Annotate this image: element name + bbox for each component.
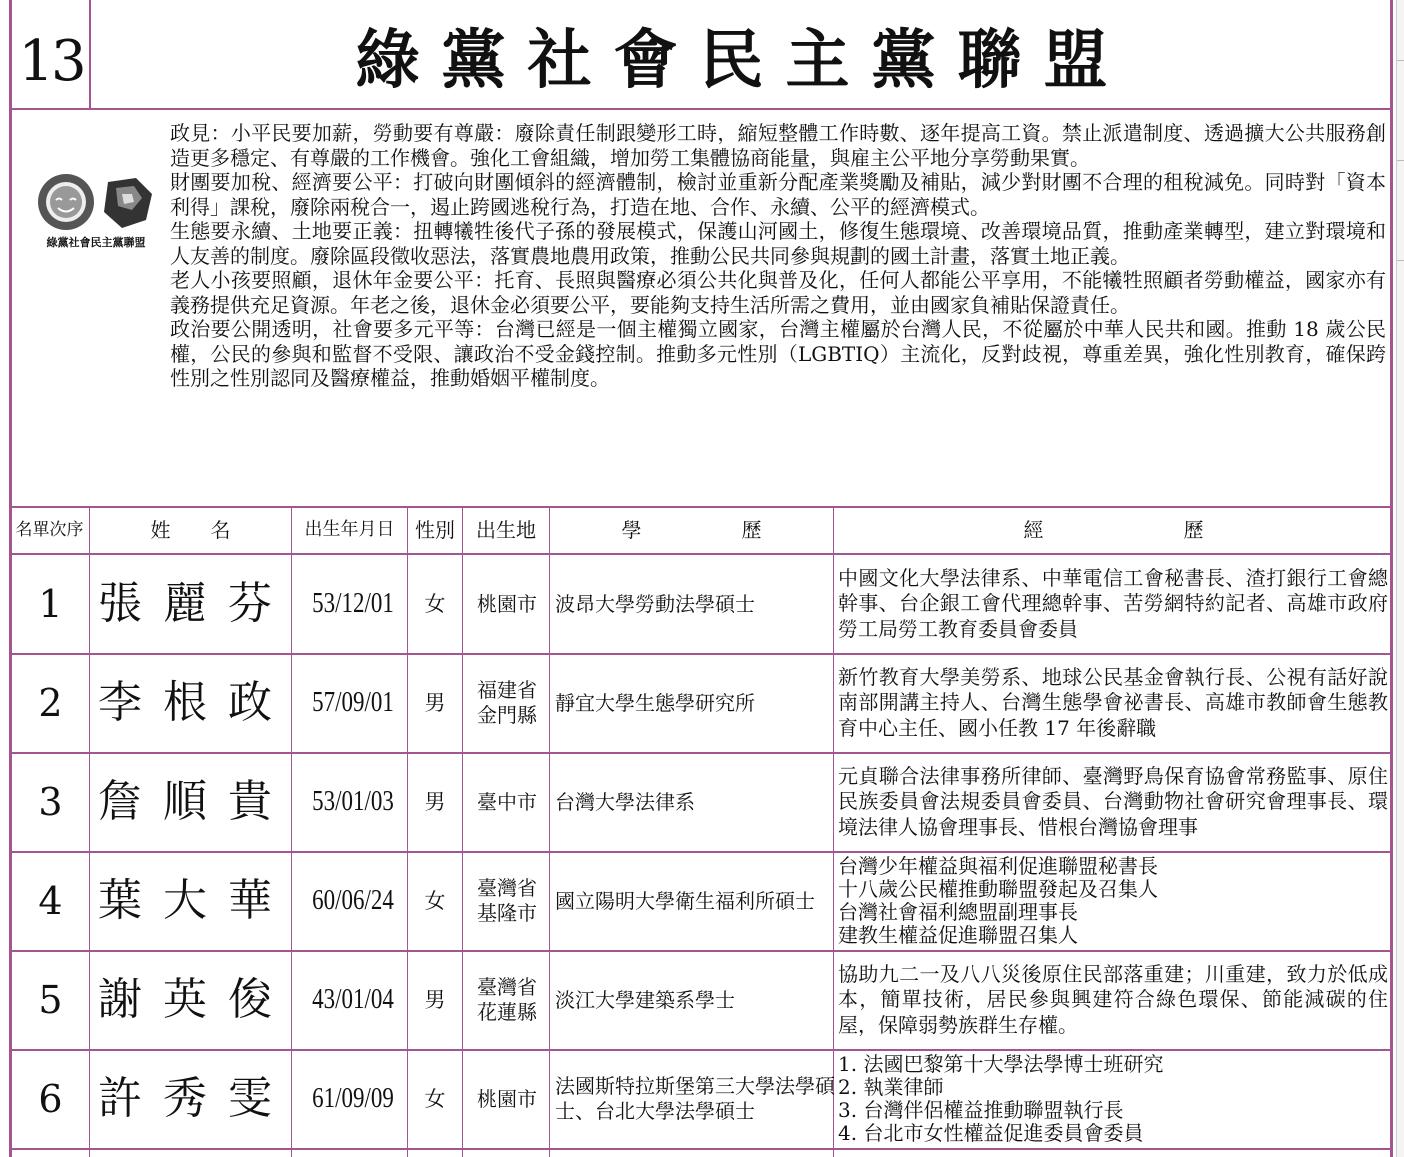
candidate-name: 詹順貴 (98, 776, 293, 827)
candidate-experience (838, 852, 1388, 950)
policy-paragraph: 政見：小平民要加薪，勞動要有尊嚴：廢除責任制跟變形工時，縮短整體工作時數、逐年提高工資。禁止派遣制度、透過擴大公共服務創造更多穩定、有尊嚴的工作機會。強化工會組織，增加勞工集體協商能量，與雇主公平地分享勞動果實。 (170, 121, 1386, 170)
candidate-education: 靜宜大學生態學研究所 (555, 690, 755, 715)
candidate-sex: 男 (424, 790, 446, 814)
experience-line: 3. 台灣伴侶權益推動聯盟執行長 (838, 1098, 1124, 1122)
candidate-rank: 3 (38, 780, 63, 824)
header-dob: 出生年月日 (304, 519, 395, 540)
candidate-dob: 43/01/04 (312, 984, 394, 1015)
candidate-birthplace: 桃園市 (477, 591, 537, 616)
candidate-dob: 53/12/01 (312, 588, 394, 619)
candidate-sex: 男 (424, 988, 446, 1012)
sun-face-icon (38, 174, 94, 230)
header-experience: 經 歷 (1023, 518, 1204, 542)
header-rank: 名單次序 (15, 520, 84, 540)
candidate-name: 張麗芬 (98, 578, 293, 629)
candidate-dob: 60/06/24 (312, 885, 394, 916)
rose-icon (104, 178, 152, 228)
header-education: 學 歷 (621, 518, 762, 542)
candidate-education: 波昂大學勞動法學碩士 (555, 591, 755, 616)
candidate-name: 葉大華 (98, 875, 293, 926)
candidate-experience: 協助九二一及八八災後原住民部落重建；川重建，致力於低成本，簡單技術，居民參與興建符合綠色環保、節能減碳的住屋，保障弱勢族群生存權。 (838, 961, 1388, 1037)
candidate-name: 謝英俊 (98, 974, 293, 1025)
experience-line: 台灣社會福利總盟副理事長 (838, 900, 1078, 924)
candidate-row (12, 654, 1393, 752)
candidate-rank: 2 (38, 681, 63, 725)
candidate-dob: 57/09/01 (312, 687, 394, 718)
experience-line: 建教生權益促進聯盟召集人 (838, 923, 1078, 947)
candidate-birthplace: 福建省金門縣 (477, 678, 537, 727)
candidate-sex: 男 (424, 691, 446, 715)
candidate-rank: 5 (38, 978, 63, 1022)
policy-paragraph: 生態要永續、土地要正義：扭轉犧牲後代子孫的發展模式，保護山河國土，修復生態環境、改善環境品質，推動產業轉型，建立對環境和人友善的制度。廢除區段徵收惡法，落實農地農用政策，推動公民共同參與規劃的國土計畫，落實土地正義。 (170, 219, 1386, 268)
candidate-birthplace: 臺中市 (477, 789, 537, 814)
policy-statement (170, 121, 1386, 391)
experience-line: 1. 法國巴黎第十大學法學博士班研究 (838, 1052, 1164, 1076)
list-number: 13 (18, 29, 84, 94)
candidate-row (12, 1050, 1393, 1148)
candidate-sex: 女 (424, 889, 446, 913)
candidate-birthplace: 臺灣省基隆市 (477, 876, 537, 925)
candidate-experience: 元貞聯合法律事務所律師、臺灣野鳥保育協會常務監事、原住民族委員會法規委員會委員、台灣動物社會研究會理事長、環境法律人協會理事長、惜根台灣協會理事 (838, 763, 1388, 839)
candidate-sex: 女 (424, 592, 446, 616)
policy-paragraph: 財團要加稅、經濟要公平：打破向財團傾斜的經濟體制，檢討並重新分配產業獎勵及補貼，減少對財團不合理的租稅減免。同時對「資本利得」課稅，廢除兩稅合一，遏止跨國逃稅行為，打造在地、合作、永續、公平的經濟模式。 (170, 170, 1386, 219)
experience-line: 十八歲公民權推動聯盟發起及召集人 (838, 877, 1158, 901)
candidate-experience: 新竹教育大學美勞系、地球公民基金會執行長、公視有話好說南部開講主持人、台灣生態學會祕書長、高雄市教師會生態教育中心主任、國小任教 17 年後辭職 (838, 664, 1388, 740)
candidate-rank: 4 (38, 879, 63, 923)
candidate-rank: 1 (38, 582, 63, 626)
candidate-experience: 中國文化大學法律系、中華電信工會秘書長、渣打銀行工會總幹事、台企銀工會代理總幹事、苦勞網特約記者、高雄市政府勞工局勞工教育委員會委員 (838, 565, 1388, 641)
candidate-name: 李根政 (98, 677, 293, 728)
header-name: 姓 名 (150, 518, 231, 542)
experience-line: 2. 執業律師 (838, 1075, 944, 1099)
candidate-row (12, 753, 1393, 851)
candidate-birthplace: 桃園市 (477, 1086, 537, 1111)
experience-line: 4. 台北市女性權益促進委員會委員 (838, 1121, 1144, 1145)
candidate-birthplace: 臺灣省花蓮縣 (477, 975, 537, 1024)
candidate-dob: 53/01/03 (312, 786, 394, 817)
candidate-dob: 61/09/09 (312, 1083, 394, 1114)
experience-line: 台灣少年權益與福利促進聯盟秘書長 (838, 854, 1158, 878)
candidate-name: 許秀雯 (98, 1073, 293, 1124)
party-logo (34, 172, 158, 232)
candidate-education: 淡江大學建築系學士 (555, 987, 735, 1012)
header-bottom-rule (9, 108, 1393, 110)
candidate-row (12, 852, 1393, 950)
party-name: 綠黨社會民主黨聯盟 (355, 23, 1130, 98)
policy-paragraph: 政治要公開透明，社會要多元平等：台灣已經是一個主權獨立國家，台灣主權屬於台灣人民，不從屬於中華人民共和國。推動 18 歲公民權，公民的參與和監督不受限、讓政治不受金錢控制。推動多元性別（LGBTIQ）主流化，反對歧視，尊重差異，強化性別教育，確保跨性別之性別認同及醫療權益，推動婚姻平權制度。 (170, 317, 1386, 390)
candidate-education: 台灣大學法律系 (555, 789, 695, 814)
row-rule (9, 1148, 1393, 1150)
header-birthplace: 出生地 (476, 518, 536, 542)
policy-paragraph: 老人小孩要照顧，退休年金要公平：托育、長照與醫療必須公共化與普及化，任何人都能公平享用，不能犧牲照顧者勞動權益，國家亦有義務提供充足資源。年老之後，退休金必須要公平，要能夠支持生活所需之費用，並由國家負補貼保證責任。 (170, 268, 1386, 317)
page-edge (1396, 0, 1404, 1157)
candidate-education: 國立陽明大學衛生福利所碩士 (555, 888, 815, 913)
candidate-rank: 6 (38, 1077, 63, 1121)
candidate-experience (838, 1050, 1388, 1148)
candidate-row (12, 555, 1393, 653)
candidate-sex: 女 (424, 1087, 446, 1111)
candidate-row (12, 951, 1393, 1049)
header-sex: 性別 (415, 518, 455, 542)
logo-caption: 綠黨社會民主黨聯盟 (46, 236, 146, 249)
candidate-education: 法國斯特拉斯堡第三大學法學碩士、台北大學法學碩士 (555, 1074, 835, 1123)
